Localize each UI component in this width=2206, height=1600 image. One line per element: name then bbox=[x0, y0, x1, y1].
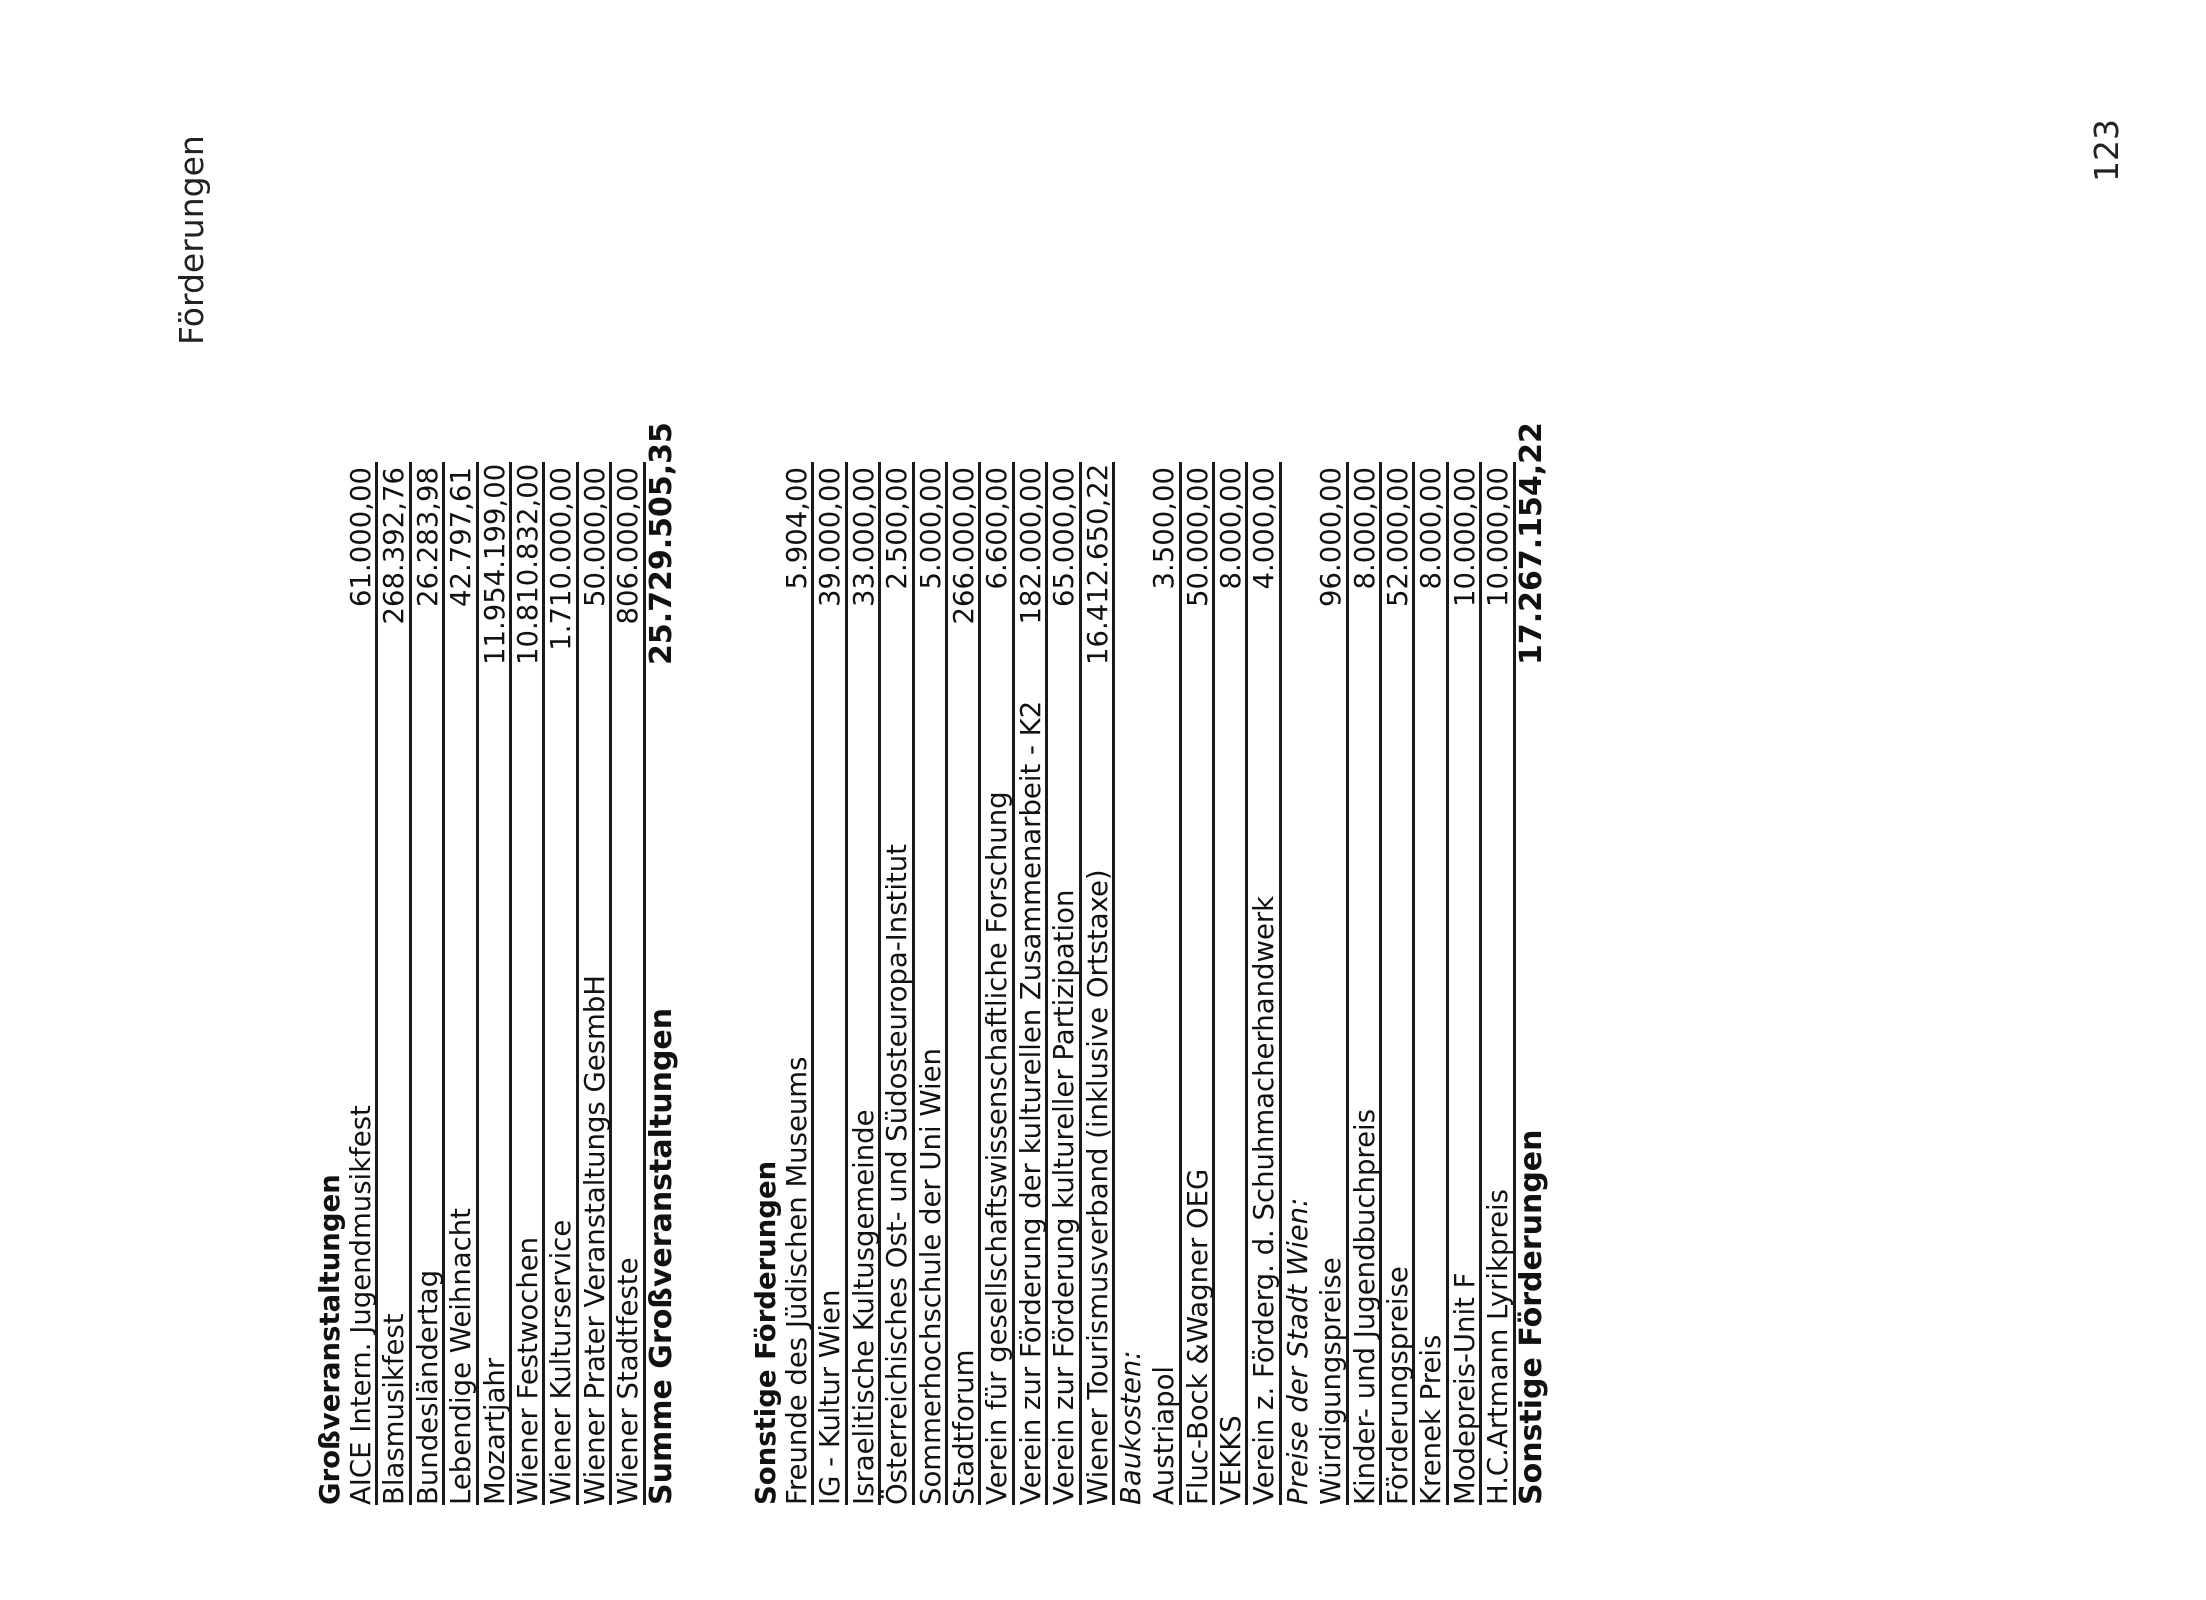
sum-row bbox=[643, 422, 679, 1505]
table-row bbox=[545, 462, 578, 1505]
table-row bbox=[378, 462, 411, 1505]
row-label: IG - Kultur Wien bbox=[814, 1289, 847, 1505]
row-amount: 8.000,00 bbox=[1415, 467, 1448, 590]
subgroup-heading bbox=[1115, 462, 1148, 1505]
table-sonstige-foerderungen bbox=[750, 422, 1549, 1505]
row-label: Krenek Preis bbox=[1415, 1334, 1448, 1505]
sum-label: Sonstige Förderungen bbox=[1513, 1129, 1549, 1505]
row-amount: 3.500,00 bbox=[1148, 467, 1181, 590]
row-label: Stadtforum bbox=[947, 1349, 980, 1505]
row-label: Bundesländertag bbox=[411, 1269, 444, 1505]
row-amount: 10.000,00 bbox=[1448, 467, 1481, 607]
table-row bbox=[445, 462, 478, 1505]
running-head: Förderungen bbox=[172, 135, 211, 345]
row-label: Lebendige Weihnacht bbox=[445, 1208, 478, 1505]
row-amount: 5.000,00 bbox=[914, 467, 947, 590]
row-amount: 52.000,00 bbox=[1382, 467, 1415, 607]
row-amount: 4.000,00 bbox=[1248, 467, 1281, 590]
table-row bbox=[1449, 462, 1482, 1505]
row-label: Israelitische Kultusgemeinde bbox=[847, 1109, 880, 1505]
row-amount: 1.710.000,00 bbox=[545, 467, 578, 651]
table-row bbox=[612, 462, 645, 1505]
section-heading bbox=[314, 462, 345, 1505]
row-amount: 266.000,00 bbox=[947, 467, 980, 625]
table-row bbox=[915, 462, 948, 1505]
row-amount: 26.283,98 bbox=[411, 467, 444, 607]
table-row bbox=[412, 462, 445, 1505]
table-row bbox=[1215, 462, 1248, 1505]
sum-amount: 25.729.505,35 bbox=[643, 422, 679, 665]
table-row bbox=[479, 462, 512, 1505]
table-row bbox=[1315, 462, 1348, 1505]
subgroup-heading bbox=[1282, 462, 1315, 1505]
row-label: Modepreis-Unit F bbox=[1448, 1272, 1481, 1505]
row-label: Wiener Kulturservice bbox=[545, 1219, 578, 1505]
section-heading bbox=[750, 462, 781, 1505]
row-label: AICE Intern. Jugendmusikfest bbox=[345, 1105, 377, 1505]
row-label: Wiener Stadtfeste bbox=[612, 1257, 645, 1505]
table-row bbox=[579, 462, 612, 1505]
row-label: Würdigungspreise bbox=[1315, 1257, 1348, 1505]
row-label: Austriapol bbox=[1148, 1365, 1181, 1505]
table-grossveranstaltungen bbox=[314, 422, 679, 1505]
row-amount: 50.000,00 bbox=[578, 467, 611, 607]
subgroup-label: Preise der Stadt Wien: bbox=[1281, 1197, 1314, 1505]
row-amount: 42.797,61 bbox=[445, 467, 478, 607]
table-row bbox=[1148, 462, 1181, 1505]
table-row bbox=[848, 462, 881, 1505]
table-row bbox=[981, 462, 1014, 1505]
row-label: Freunde des Jüdischen Museums bbox=[781, 1056, 813, 1505]
table-row bbox=[1482, 462, 1515, 1505]
row-label: Wiener Festwochen bbox=[511, 1236, 544, 1505]
table-row bbox=[814, 462, 847, 1505]
table-row bbox=[1382, 462, 1415, 1505]
sum-label: Summe Großveranstaltungen bbox=[643, 1007, 679, 1505]
row-label: VEKKS bbox=[1215, 1415, 1248, 1505]
table-row bbox=[1248, 462, 1281, 1505]
table-row bbox=[345, 462, 378, 1505]
table-row bbox=[512, 462, 545, 1505]
row-amount: 182.000,00 bbox=[1014, 467, 1047, 625]
row-amount: 8.000,00 bbox=[1215, 467, 1248, 590]
row-amount: 5.904,00 bbox=[781, 467, 813, 590]
table-row bbox=[881, 462, 914, 1505]
row-amount: 33.000,00 bbox=[847, 467, 880, 607]
subgroup-label: Baukosten: bbox=[1114, 1350, 1147, 1505]
row-label: Wiener Prater Veranstaltungs GesmbH bbox=[578, 975, 611, 1505]
table-row bbox=[1415, 462, 1448, 1505]
row-amount: 96.000,00 bbox=[1315, 467, 1348, 607]
table-row bbox=[1349, 462, 1382, 1505]
table-row bbox=[1082, 462, 1115, 1505]
row-label: Sommerhochschule der Uni Wien bbox=[914, 1048, 947, 1505]
sum-amount: 17.267.154,22 bbox=[1513, 422, 1549, 665]
sum-row bbox=[1513, 422, 1549, 1505]
row-label: Kinder- und Jugendbuchpreis bbox=[1348, 1108, 1381, 1505]
row-label: Wiener Tourismusverband (inklusive Ortstaxe) bbox=[1081, 869, 1114, 1505]
table-row bbox=[948, 462, 981, 1505]
row-label: Fluc-Bock &Wagner OEG bbox=[1181, 1168, 1214, 1505]
row-label: Österreichisches Ost- und Südosteuropa-Institut bbox=[881, 844, 914, 1505]
row-amount: 11.954.199,00 bbox=[478, 463, 511, 665]
row-label: Mozartjahr bbox=[478, 1357, 511, 1505]
row-amount: 8.000,00 bbox=[1348, 467, 1381, 590]
row-amount: 268.392,76 bbox=[378, 467, 411, 625]
row-amount: 2.500,00 bbox=[881, 467, 914, 590]
row-label: Verein zur Förderung der kulturellen Zusammenarbeit - K2 bbox=[1014, 700, 1047, 1505]
row-amount: 16.412.650,22 bbox=[1081, 463, 1114, 665]
row-amount: 10.000,00 bbox=[1482, 467, 1515, 607]
row-amount: 806.000,00 bbox=[612, 467, 645, 625]
row-amount: 61.000,00 bbox=[345, 467, 377, 607]
row-label: Verein für gesellschaftswissenschaftliche Forschung bbox=[981, 791, 1014, 1505]
row-label: Förderungspreise bbox=[1382, 1266, 1415, 1505]
row-amount: 65.000,00 bbox=[1048, 467, 1081, 607]
row-label: Blasmusikfest bbox=[378, 1313, 411, 1505]
row-label: H.C.Artmann Lyrikpreis bbox=[1482, 1188, 1515, 1505]
row-amount: 50.000,00 bbox=[1181, 467, 1214, 607]
section-title: Großveranstaltungen bbox=[314, 1174, 346, 1505]
row-label: Verein z. Förderg. d. Schuhmacherhandwerk bbox=[1248, 895, 1281, 1505]
row-label: Verein zur Förderung kultureller Partizipation bbox=[1048, 889, 1081, 1505]
row-amount: 10.810.832,00 bbox=[511, 463, 544, 665]
page-number: 123 bbox=[2087, 119, 2126, 182]
table-row bbox=[781, 462, 814, 1505]
table-row bbox=[1048, 462, 1081, 1505]
section-title: Sonstige Förderungen bbox=[750, 1160, 782, 1505]
table-row bbox=[1182, 462, 1215, 1505]
table-row bbox=[1015, 462, 1048, 1505]
row-amount: 6.600,00 bbox=[981, 467, 1014, 590]
row-amount: 39.000,00 bbox=[814, 467, 847, 607]
